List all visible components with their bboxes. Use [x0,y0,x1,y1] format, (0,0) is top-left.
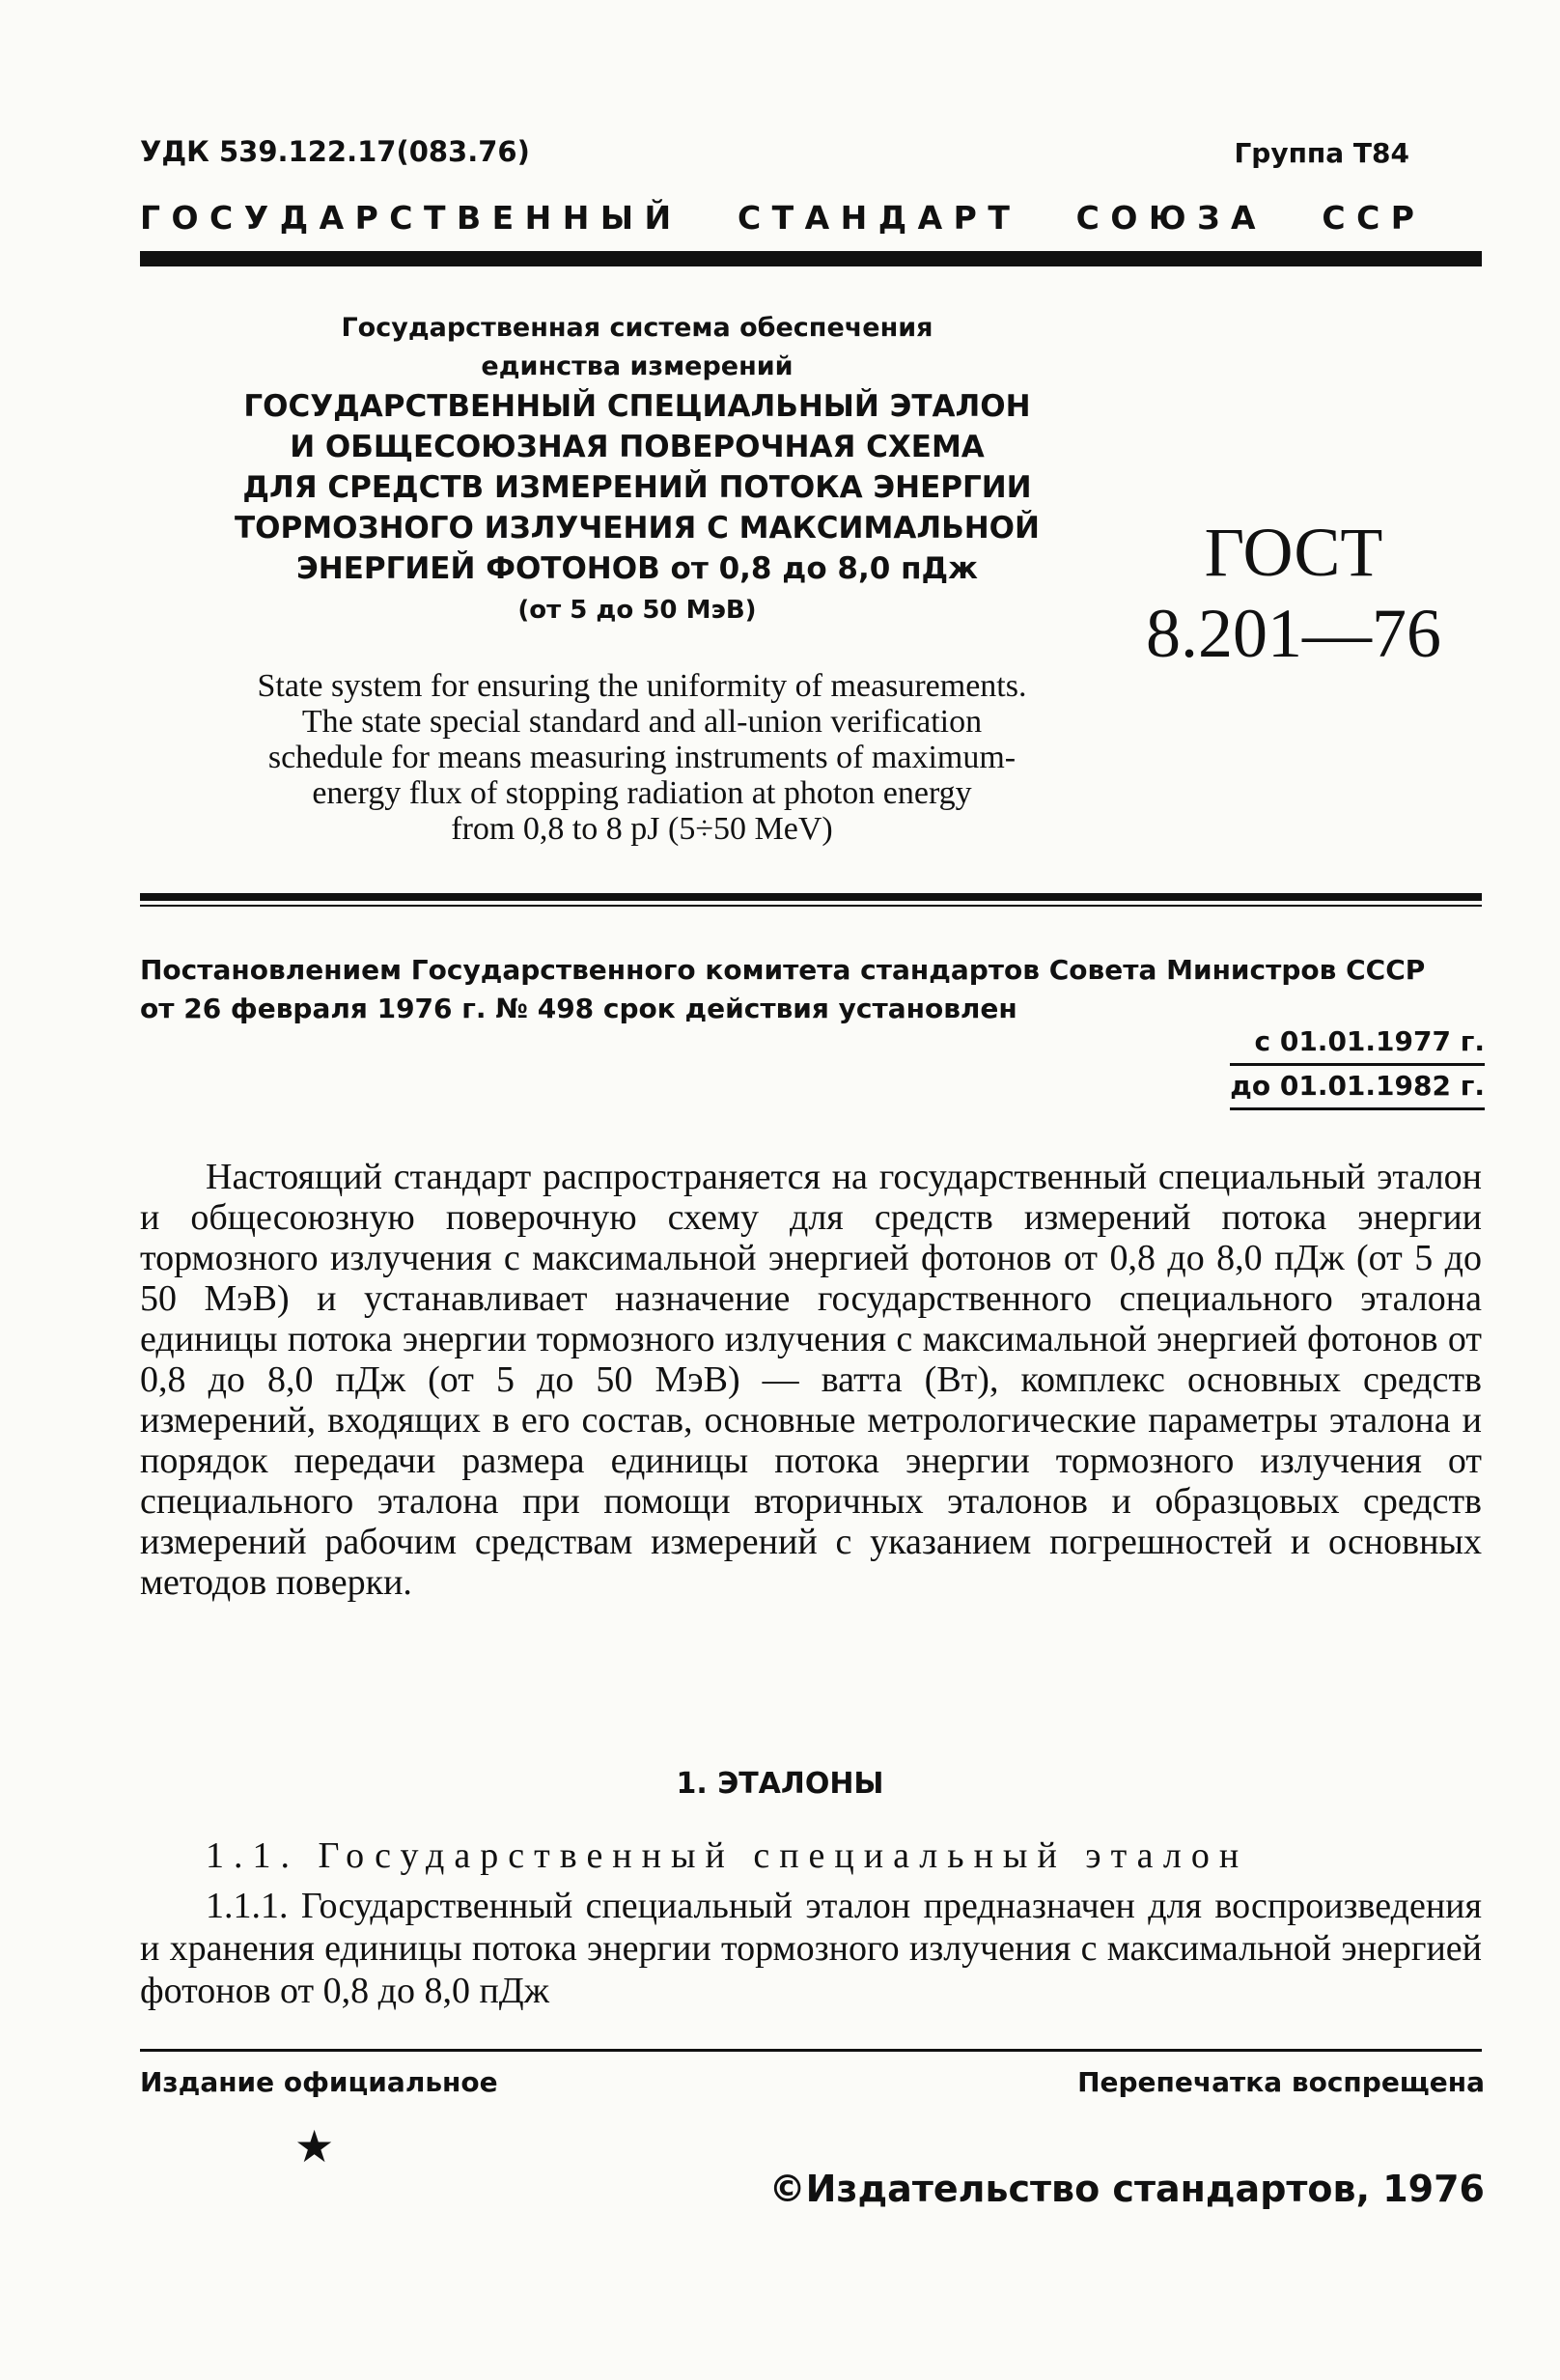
date-to: до 01.01.1982 г. [1230,1066,1485,1110]
official-edition: Издание официальное [140,2066,498,2098]
decree-line: Постановлением Государственного комитета стандартов Совета Министров СССР [140,954,1426,986]
title-line: ЭНЕРГИЕЙ ФОТОНОВ от 0,8 до 8,0 пДж [296,551,978,586]
gost-designation [1129,512,1458,674]
gost-label: ГОСТ [1204,514,1383,591]
gost-number: 8.201—76 [1146,595,1441,672]
state-standard-banner [140,199,1414,237]
validity-dates [1230,1022,1485,1110]
title-block [154,309,1120,631]
top-rule [140,251,1482,266]
english-title [208,668,1076,847]
english-line: The state special standard and all-union verification [301,704,983,740]
banner-word: Г О С У Д А Р С Т В Е Н Н Ы Й [140,199,672,237]
subtitle-line: Государственная система обеспечения [341,313,933,343]
subsection-title: 1.1. Государственный специальный эталон [206,1835,1249,1876]
title-line: ТОРМОЗНОГО ИЗЛУЧЕНИЯ С МАКСИМАЛЬНОЙ [235,511,1040,546]
english-line: energy flux of stopping radiation at photon energy [312,775,972,811]
middle-rule [140,893,1482,901]
reprint-prohibited: Перепечатка воспрещена [1077,2066,1485,2098]
star-icon: ★ [294,2120,335,2172]
title-line: ДЛЯ СРЕДСТВ ИЗМЕРЕНИЙ ПОТОКА ЭНЕРГИИ [242,470,1032,505]
bottom-rule [140,2049,1482,2052]
paragraph-text: 1.1.1. Государственный специальный эталон предназначен для воспроизведения и хранения единицы потока энергии тормозного излучения с максимальной энергией фотонов от 0,8 до 8,0 пДж [140,1886,1482,2011]
decree-line: от 26 февраля 1976 г. № 498 срок действия установлен [140,993,1017,1024]
middle-rule-thin [140,905,1482,907]
english-line: schedule for means measuring instruments of maximum- [267,740,1017,775]
udk-code: УДК 539.122.17(083.76) [140,135,530,168]
intro-paragraph [140,1157,1482,1603]
banner-word: С Т А Н Д А Р Т [737,199,1010,237]
range-note: (от 5 до 50 МэВ) [517,596,757,625]
intro-text: Настоящий стандарт распространяется на государственный специальный эталон и общесоюзную поверочную схему для средств измерений потока энергии тормозного излучения с максимальной энергией фотонов от 0,8 до 8,0 пДж (от 5 до 50 МэВ) и устанавливает назначение государственного специального эталона единицы потока энергии тормозного излучения с максимальной энергией фотонов от 0,8 до 8,0 пДж (от 5 до 50 МэВ) — ватта (Вт), комплекс основных средств измерений, входящих в его состав, основные метрологические параметры эталона и порядок передачи размера единицы потока энергии тормозного излучения от специального эталона при помощи вторичных эталонов и образцовых средств измерений рабочим средствам измерений с указанием погрешностей и основных методов поверки. [140,1157,1482,1603]
group-code: Группа Т84 [1234,137,1409,169]
english-line: State system for ensuring the uniformity of measurements. [257,668,1027,704]
section-title: 1. ЭТАЛОНЫ [676,1767,884,1801]
copyright: ©Издательство стандартов, 1976 [768,2168,1485,2210]
banner-word: С С Р [1322,199,1414,237]
title-line: И ОБЩЕСОЮЗНАЯ ПОВЕРОЧНАЯ СХЕМА [290,430,985,464]
english-line: from 0,8 to 8 pJ (5÷50 MeV) [451,811,833,847]
banner-word: С О Ю З А [1075,199,1256,237]
subtitle-line: единства измерений [481,351,794,381]
date-from: с 01.01.1977 г. [1230,1022,1485,1066]
decree [140,951,1487,1028]
paragraph-1-1-1 [140,1885,1482,2012]
title-line: ГОСУДАРСТВЕННЫЙ СПЕЦИАЛЬНЫЙ ЭТАЛОН [243,389,1031,424]
